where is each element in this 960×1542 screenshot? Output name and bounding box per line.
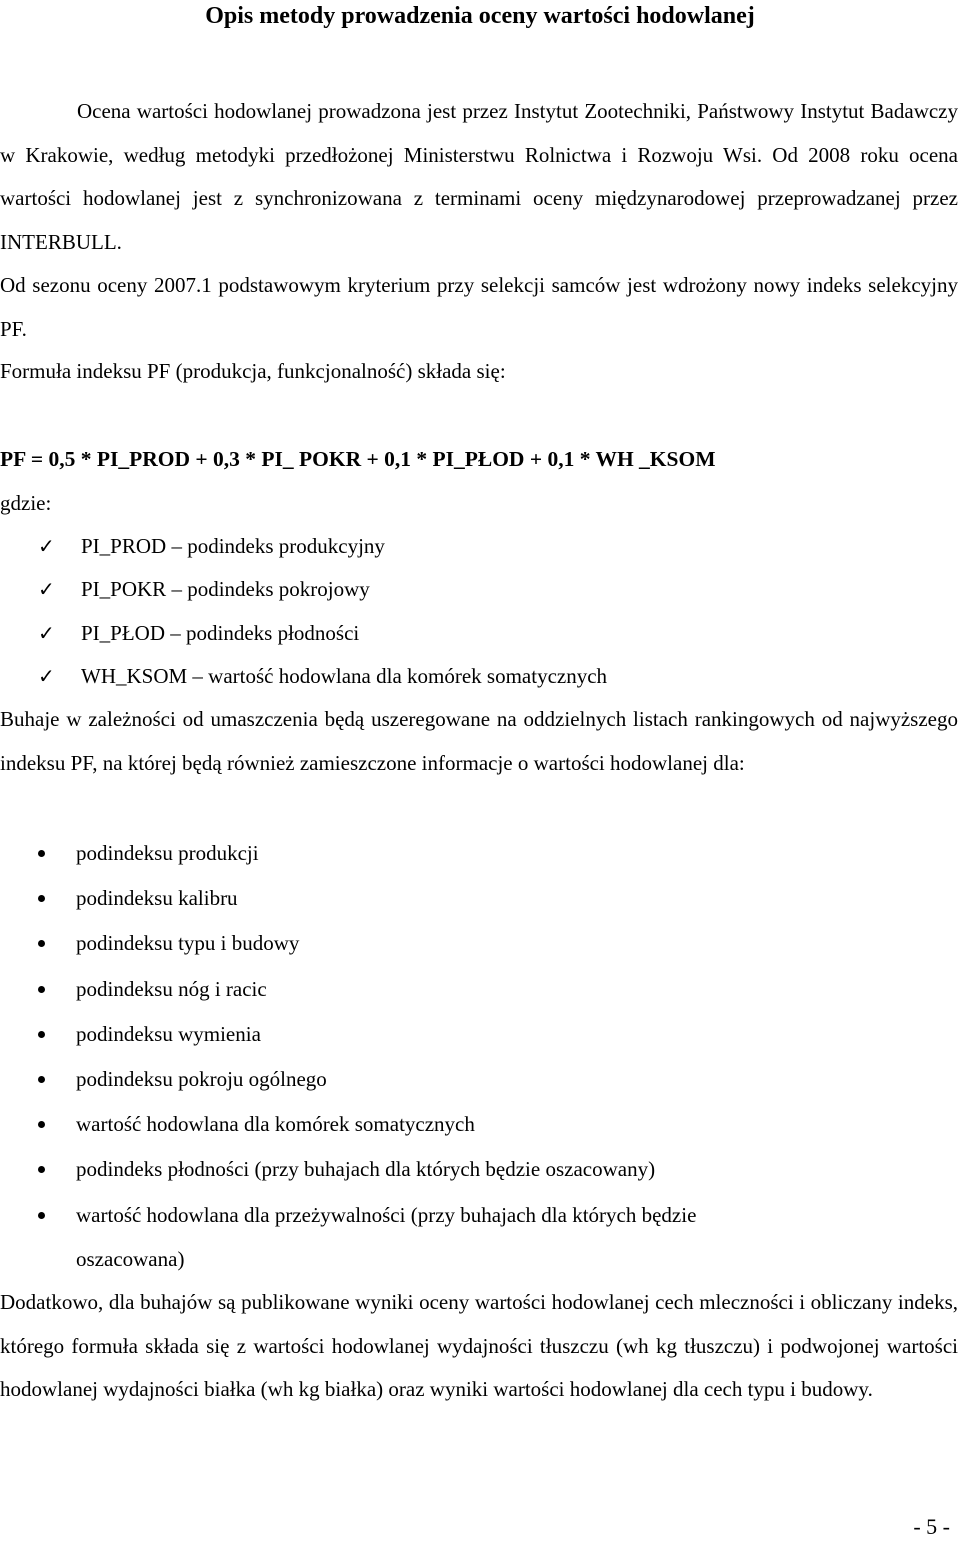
bullet-icon [38, 895, 45, 902]
bullet-icon [38, 1031, 45, 1038]
bullet-item-text: podindeksu wymienia [76, 1022, 261, 1046]
check-item-text: WH_KSOM – wartość hodowlana dla komórek somatycznych [81, 664, 608, 688]
formula-intro: Formuła indeksu PF (produkcja, funkcjonalność) składa się: [0, 359, 506, 383]
bullet-item-text: podindeksu kalibru [76, 886, 238, 910]
index-paragraph: Od sezonu oceny 2007.1 podstawowym kryterium przy selekcji samców jest wdrożony nowy indeks selekcyjny PF. [0, 273, 958, 341]
bullet-icon [38, 850, 45, 857]
bullet-icon [38, 986, 45, 993]
check-item-text: PI_PROD – podindeks produkcyjny [81, 534, 385, 558]
bullet-item-text: wartość hodowlana dla komórek somatycznych [76, 1112, 475, 1136]
checkmark-icon: ✓ [38, 621, 55, 645]
bullet-icon [38, 1212, 45, 1219]
checkmark-icon: ✓ [38, 534, 55, 558]
bullet-icon [38, 1166, 45, 1173]
bullet-item-text: oszacowana) [76, 1247, 185, 1271]
page-number: - 5 - [913, 1514, 950, 1539]
bullet-item-text: podindeksu produkcji [76, 841, 259, 865]
bullet-item-text: wartość hodowlana dla przeżywalności (przy buhajach dla których będzie [76, 1203, 697, 1227]
checkmark-icon: ✓ [38, 664, 55, 688]
bullet-item-text: podindeksu pokroju ogólnego [76, 1067, 327, 1091]
bullet-item-text: podindeksu nóg i racic [76, 977, 267, 1001]
check-item-text: PI_POKR – podindeks pokrojowy [81, 577, 370, 601]
document-title: Opis metody prowadzenia oceny wartości hodowlanej [205, 3, 755, 29]
ranking-paragraph: Buhaje w zależności od umaszczenia będą uszeregowane na oddzielnych listach rankingowych od najwyższego indeksu PF, na której będą również zamieszczone informacje o wartości hodowlanej dla: [0, 707, 958, 775]
pf-formula: PF = 0,5 * PI_PROD + 0,3 * PI_ POKR + 0,1 * PI_PŁOD + 0,1 * WH _KSOM [0, 447, 716, 471]
checkmark-icon: ✓ [38, 577, 55, 601]
bullet-item-text: podindeks płodności (przy buhajach dla których będzie oszacowany) [76, 1157, 656, 1181]
intro-paragraph: Ocena wartości hodowlanej prowadzona jest przez Instytut Zootechniki, Państwowy Instytut Badawczy w Krakowie, według metodyki przedłożonej Ministerstwu Rolnictwa i Rozwoju Wsi. Od 2008 roku ocena wartości hodowlanej jest z synchronizowana z terminami oceny międzynarodowej przeprowadzanej przez INTERBULL. [0, 99, 958, 254]
bullet-icon [38, 1121, 45, 1128]
bullet-item-text: podindeksu typu i budowy [76, 931, 300, 955]
check-item-text: PI_PŁOD – podindeks płodności [81, 621, 360, 645]
bullet-icon [38, 1076, 45, 1083]
additional-paragraph: Dodatkowo, dla buhajów są publikowane wyniki oceny wartości hodowlanej cech mleczności i obliczany indeks, którego formuła składa się z wartości hodowlanej wydajności tłuszczu (wh kg tłuszczu) i podwojonej wartości hodowlanej wydajności białka (wh kg białka) oraz wyniki wartości hodowlanej dla cech typu i budowy. [0, 1290, 958, 1401]
where-label: gdzie: [0, 491, 52, 515]
bullet-icon [38, 940, 45, 947]
